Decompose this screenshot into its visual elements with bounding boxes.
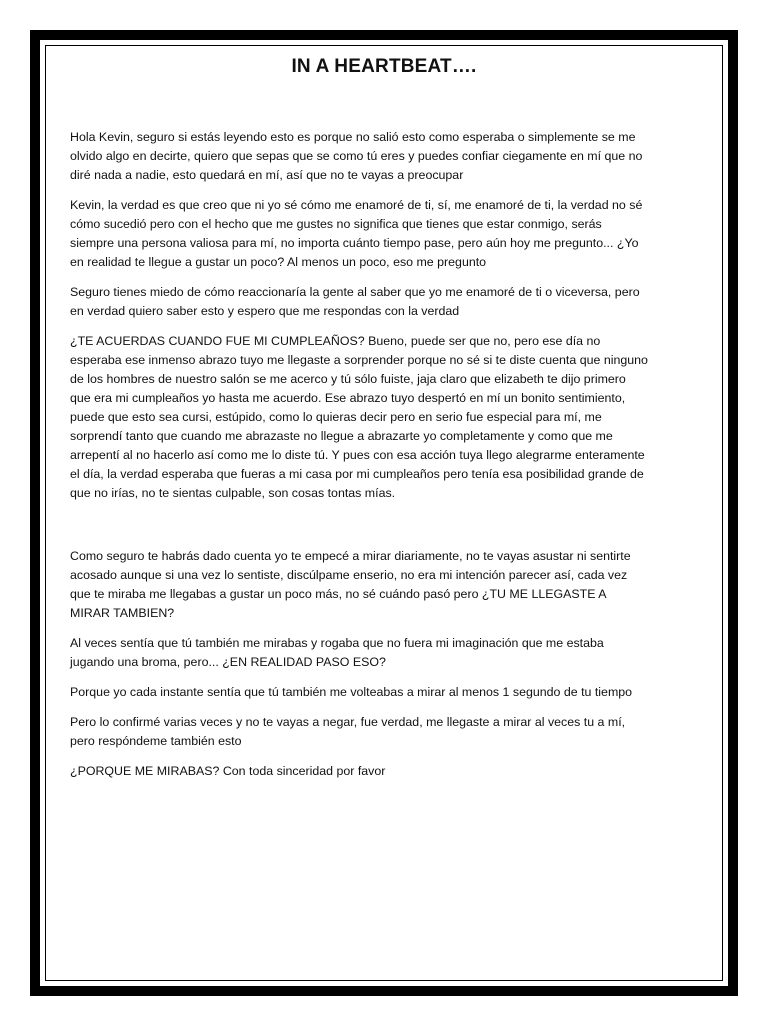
paragraph-2: Kevin, la verdad es que creo que ni yo sé cómo me enamoré de ti, sí, me enamoré de ti, la verdad no sé cómo sucedió pero con el hecho que me gustes no significa que tienes que estar conmigo, serás siempre una persona valiosa para mí, no importa cuánto tiempo pase, pero aún hoy me pregunto... ¿Yo en realidad te llegue a gustar un poco? Al menos un poco, eso me pregunto xyxy=(70,198,643,269)
document-body xyxy=(70,128,648,792)
paragraph-8: Pero lo confirmé varias veces y no te vayas a negar, fue verdad, me llegaste a mirar al veces tu a mí, pero respóndeme también esto xyxy=(70,715,626,748)
paragraph-4: ¿TE ACUERDAS CUANDO FUE MI CUMPLEAÑOS? Bueno, puede ser que no, pero ese día no esperaba ese inmenso abrazo tuyo me llegaste a sorprender porque no sé si te diste cuenta que ninguno de los hombres de nuestro salón se me acerco y tú sólo fuiste, jaja claro que elizabeth te dijo primero que era mi cumpleaños yo hasta me acuerdo. Ese abrazo tuyo despertó en mí un bonito sentimiento, puede que esto sea cursi, estúpido, como lo quieras decir pero en serio fue especial para mí, me sorprendí tanto que cuando me abrazaste no llegue a abrazarte yo completamente y como que me arrepentí al no hacerlo así como me lo diste tú. Y pues con esa acción tuya llego alegrarme enteramente el día, la verdad esperaba que fueras a mi casa por mi cumpleaños pero tenía esa posibilidad grande de que no irías, no te sientas culpable, son cosas tontas mías. xyxy=(70,334,648,500)
document-title: IN A HEARTBEAT…. xyxy=(291,56,477,77)
paragraph-9: ¿PORQUE ME MIRABAS? Con toda sinceridad por favor xyxy=(70,764,386,778)
paragraph-7: Porque yo cada instante sentía que tú también me volteabas a mirar al menos 1 segundo de tu tiempo xyxy=(70,685,633,699)
paragraph-3: Seguro tienes miedo de cómo reaccionaría la gente al saber que yo me enamoré de ti o viceversa, pero en verdad quiero saber esto y espero que me respondas con la verdad xyxy=(70,285,640,318)
paragraph-6: Al veces sentía que tú también me mirabas y rogaba que no fuera mi imaginación que me estaba jugando una broma, pero... ¿EN REALIDAD PASO ESO? xyxy=(70,636,604,669)
paragraph-1: Hola Kevin, seguro si estás leyendo esto es porque no salió esto como esperaba o simplemente se me olvido algo en decirte, quiero que sepas que se como tú eres y puedes confiar ciegamente en mí que no diré nada a nadie, esto quedará en mí, así que no te vayas a preocupar xyxy=(70,130,643,182)
paragraph-5: Como seguro te habrás dado cuenta yo te empecé a mirar diariamente, no te vayas asustar ni sentirte acosado aunque si una vez lo sentiste, discúlpame enserio, no era mi intención parecer así, cada vez que te miraba me llegabas a gustar un poco más, no sé cuándo pasó pero ¿TU ME LLEGASTE A MIRAR TAMBIEN? xyxy=(70,549,631,620)
